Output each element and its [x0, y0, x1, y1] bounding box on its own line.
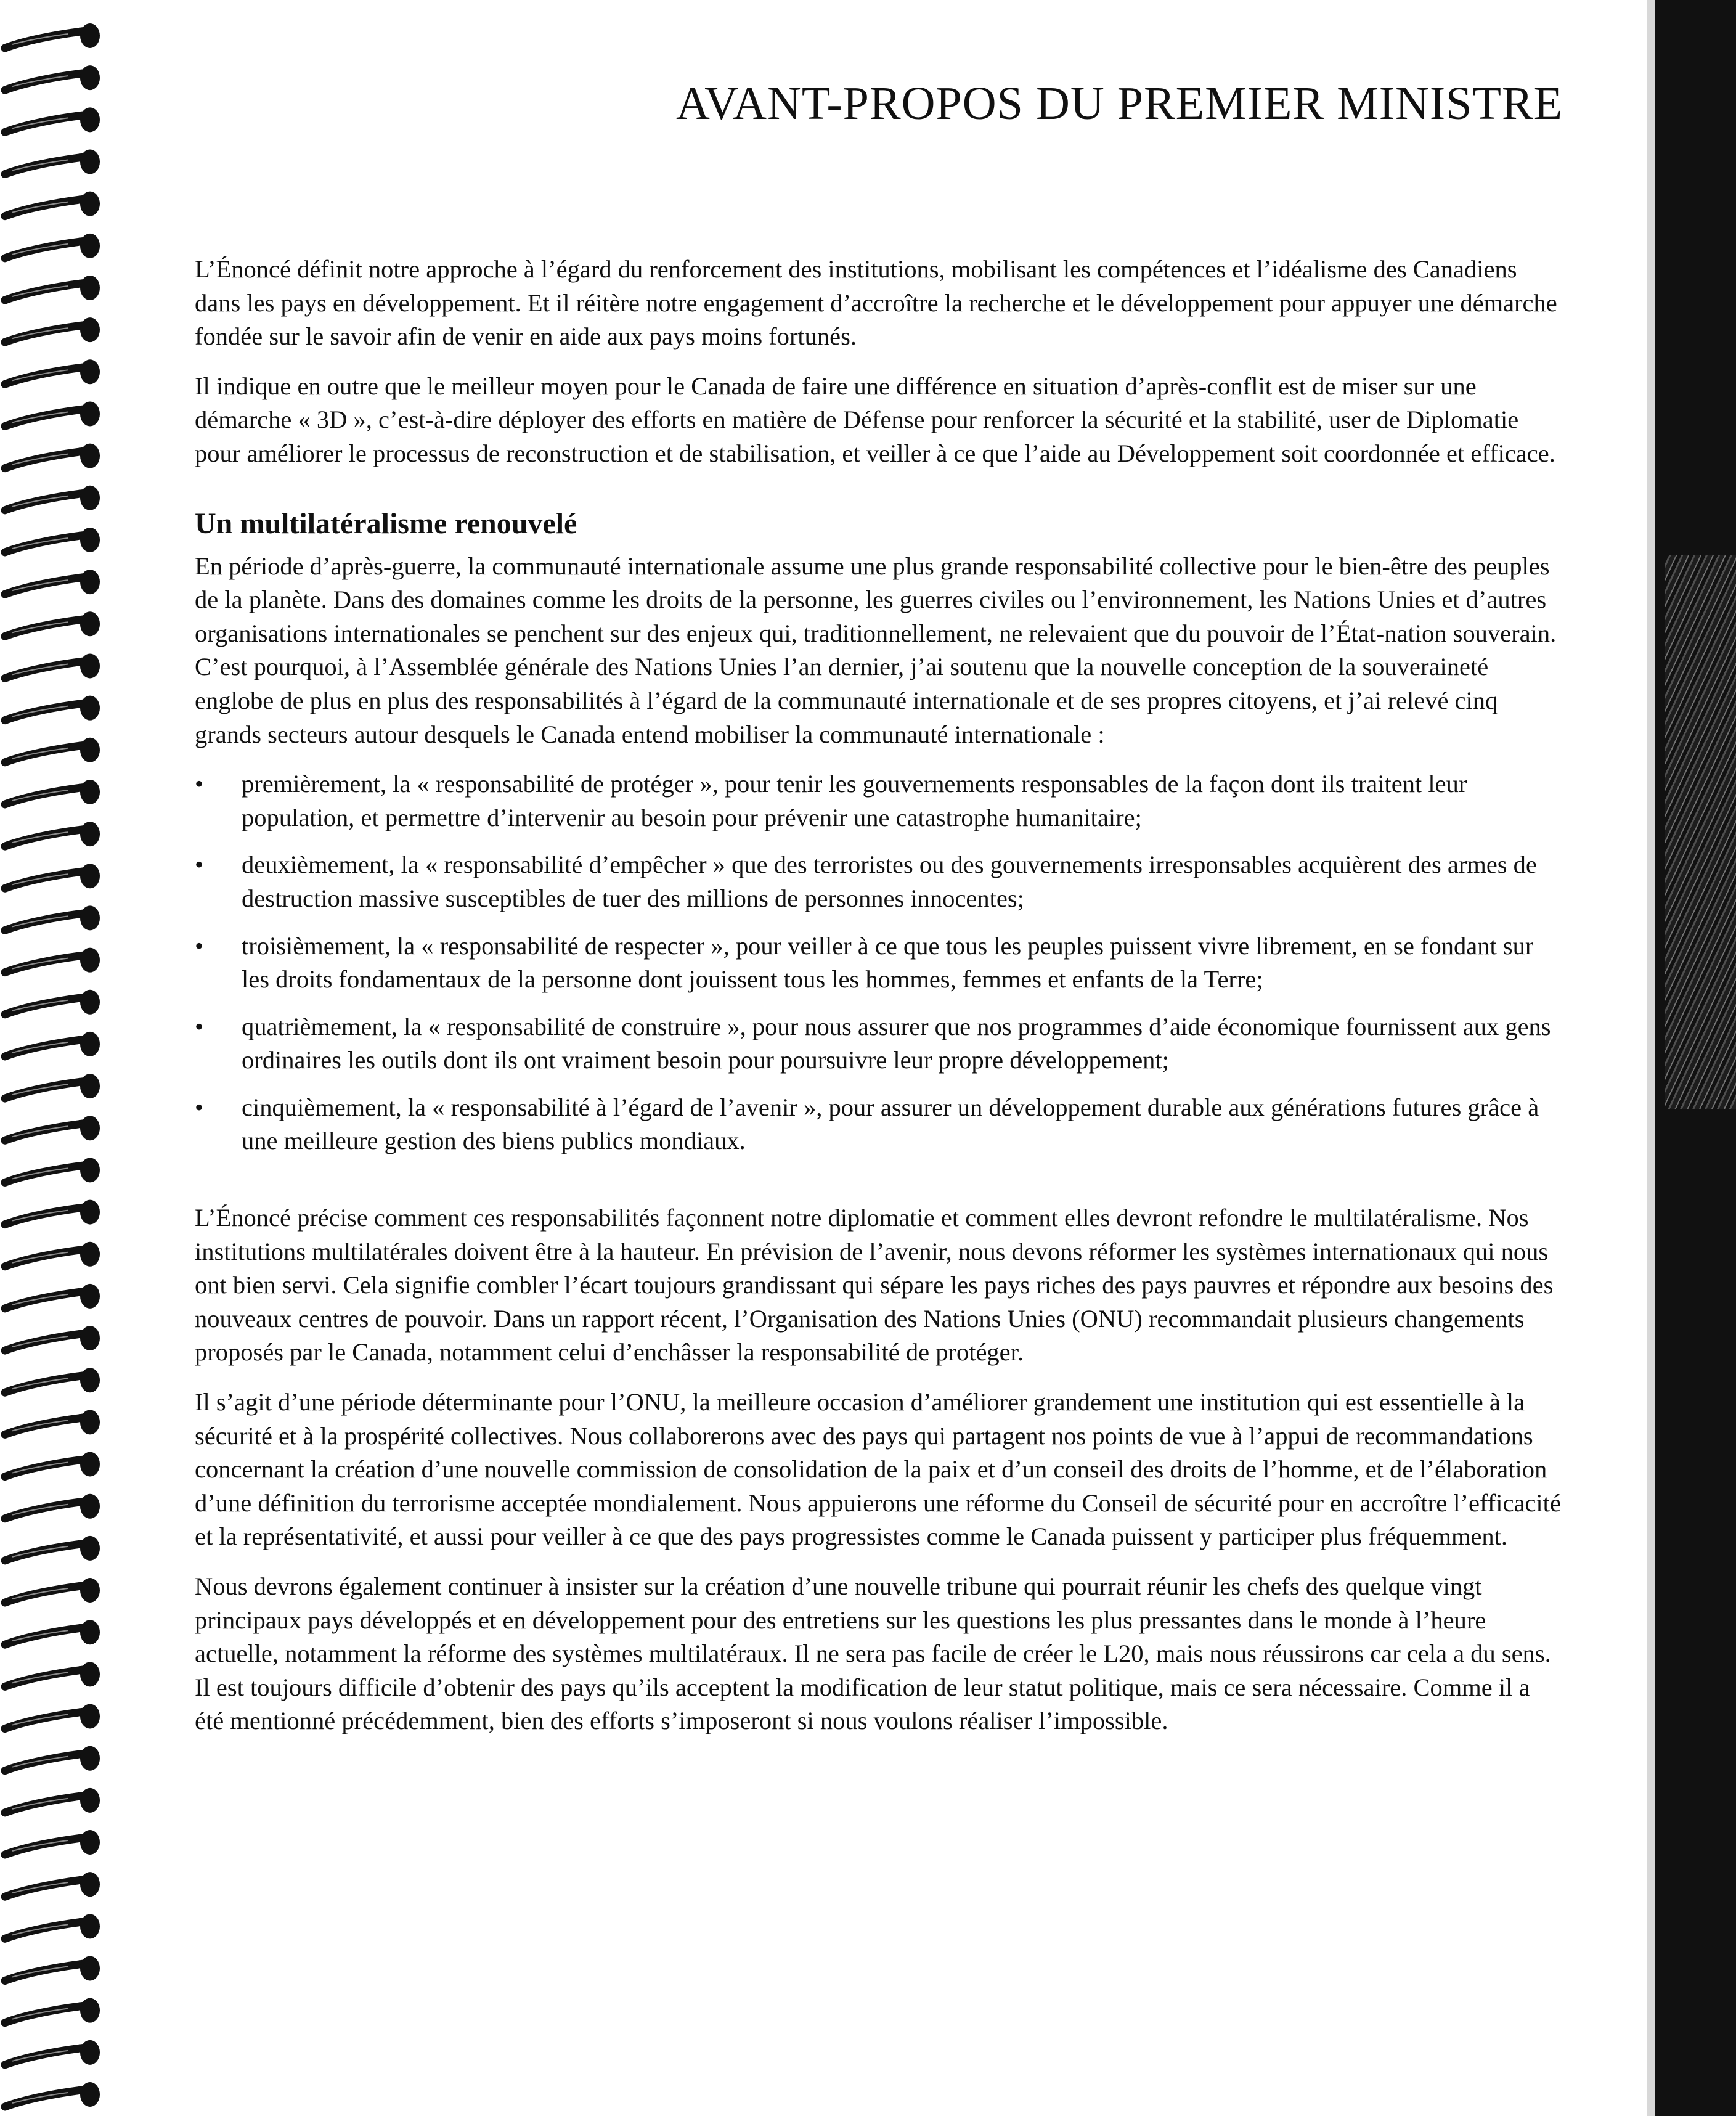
spiral-ring [5, 1578, 100, 1603]
spiral-ring [5, 738, 100, 762]
bullet-icon: • [195, 931, 204, 960]
spiral-ring [5, 1704, 100, 1729]
spiral-ring [5, 1746, 100, 1771]
spiral-ring [5, 1200, 100, 1225]
spiral-ring [5, 570, 100, 594]
spiral-ring [5, 401, 100, 426]
list-item [195, 767, 1563, 835]
spiral-ring [5, 1032, 100, 1056]
list-item [195, 929, 1563, 997]
page-title: AVANT-PROPOS DU PREMIER MINISTRE [675, 78, 1563, 129]
spiral-binding-rings [0, 0, 111, 2116]
list-item-text: cinquièmement, la « responsabilité à l’égard de l’avenir », pour assurer un développement durable aux générations futures grâce à une meilleure gestion des biens publics mondiaux. [242, 1093, 1539, 1155]
spiral-ring [5, 1998, 100, 2023]
spiral-ring [5, 1956, 100, 1981]
spiral-ring [5, 905, 100, 930]
list-item [195, 848, 1563, 915]
section-lead-paragraph: En période d’après-guerre, la communauté internationale assume une plus grande responsabilité collective pour le bien-être des peuples de la planète. Dans des domaines comme les droits de la personne, les guerres civiles ou l’environnement, les Nations Unies et d’autres organisations internationales se penchent sur des enjeux qui, traditionnellement, ne relevaient que du pouvoir de l’État-nation souverain. C’est pourquoi, à l’Assemblée générale des Nations Unies l’an dernier, j’ai soutenu que la nouvelle conception de la souveraineté englobe de plus en plus des responsabilités à l’égard de la communauté internationale et de ses propres citoyens, et j’ai relevé cinq grands secteurs autour desquels le Canada entend mobiliser la communauté internationale : [195, 552, 1557, 748]
spiral-ring [5, 1368, 100, 1392]
spiral-ring [5, 864, 100, 888]
spiral-ring [5, 2082, 100, 2107]
bullet-icon: • [195, 770, 204, 798]
spiral-ring [5, 1116, 100, 1140]
spiral-ring [5, 1788, 100, 1813]
spiral-binding [0, 0, 111, 2116]
responsibility-list [195, 767, 1563, 1158]
spiral-ring [5, 149, 100, 174]
section-spacer [195, 1172, 1563, 1201]
spiral-ring [5, 1872, 100, 1897]
spiral-ring [5, 2040, 100, 2065]
spiral-ring [5, 317, 100, 342]
intro-paragraph-2: Il indique en outre que le meilleur moyen pour le Canada de faire une différence en situation d’après-conflit est de miser sur une démarche « 3D », c’est-à-dire déployer des efforts en matière de Défense pour renforcer la sécurité et la stabilité, user de Diplomatie pour améliorer le processus de reconstruction et de stabilisation, et veiller à ce que l’aide au Développement soit coordonnée et efficace. [195, 372, 1555, 467]
bullet-icon: • [195, 1093, 204, 1121]
spiral-ring [5, 1326, 100, 1350]
list-item-text: quatrièmement, la « responsabilité de construire », pour nous assurer que nos programmes d’aide économique fournissent aux gens ordinaires les outils dont ils ont vraiment besoin pour poursuivre leur propre développement; [242, 1012, 1551, 1074]
bullet-icon: • [195, 851, 204, 879]
page-edge-rim [1647, 0, 1655, 2116]
intro-paragraph-1: L’Énoncé définit notre approche à l’égard du renforcement des institutions, mobilisant les compétences et l’idéalisme des Canadiens dans les pays en développement. Et il réitère notre engagement d’accroître la recherche et le développement pour appuyer une démarche fondée sur le savoir afin de venir en aide aux pays moins fortunés. [195, 255, 1557, 351]
spiral-ring [5, 276, 100, 300]
spiral-ring [5, 359, 100, 384]
spiral-ring [5, 1620, 100, 1644]
spiral-ring [5, 948, 100, 973]
spiral-ring [5, 1074, 100, 1098]
spiral-ring [5, 486, 100, 510]
spiral-ring [5, 23, 100, 48]
list-item-text: troisièmement, la « responsabilité de respecter », pour veiller à ce que tous les peuples puissent vivre librement, en se fondant sur les droits fondamentaux de la personne dont jouissent tous les hommes, femmes et enfants de la Terre; [242, 931, 1534, 994]
spiral-ring [5, 822, 100, 846]
document-content [195, 253, 1563, 1754]
list-item [195, 1010, 1563, 1077]
spiral-ring [5, 107, 100, 132]
body-paragraph-2: Il s’agit d’une période déterminante pour l’ONU, la meilleure occasion d’améliorer grandement une institution qui est essentielle à la sécurité et à la prospérité collectives. Nous collaborerons avec des pays qui partagent nos points de vue à l’appui de recommandations concernant la création d’une nouvelle commission de consolidation de la paix et d’un conseil des droits de l’homme, et de l’élaboration d’une définition du terrorisme acceptée mondialement. Nous appuierons une réforme du Conseil de sécurité pour en accroître l’efficacité et la représentativité, et aussi pour veiller à ce que des pays progressistes comme le Canada puissent y participer plus fréquemment. [195, 1388, 1561, 1551]
spiral-ring [5, 1158, 100, 1182]
spiral-ring [5, 1914, 100, 1938]
page-edge-texture [1665, 555, 1736, 1109]
spiral-ring [5, 696, 100, 721]
spiral-ring [5, 1242, 100, 1267]
spiral-ring [5, 1452, 100, 1477]
spiral-ring [5, 234, 100, 258]
spiral-ring [5, 1494, 100, 1519]
spiral-ring [5, 990, 100, 1015]
spiral-ring [5, 1662, 100, 1686]
list-item [195, 1091, 1563, 1158]
spiral-ring [5, 528, 100, 552]
spiral-ring [5, 65, 100, 90]
bullet-icon: • [195, 1012, 204, 1040]
page-edge-shadow [1647, 0, 1736, 2116]
list-item-text: deuxièmement, la « responsabilité d’empêcher » que des terroristes ou des gouvernements irresponsables acquièrent des armes de destruction massive susceptibles de tuer des millions de personnes innocentes; [242, 851, 1537, 912]
spiral-ring [5, 611, 100, 636]
spiral-ring [5, 192, 100, 216]
spiral-ring [5, 444, 100, 468]
spiral-ring [5, 1284, 100, 1309]
spiral-ring [5, 1536, 100, 1561]
spiral-ring [5, 1410, 100, 1434]
section-heading: Un multilatéralisme renouvelé [195, 507, 577, 540]
spiral-ring [5, 780, 100, 804]
spiral-ring [5, 653, 100, 678]
list-item-text: premièrement, la « responsabilité de protéger », pour tenir les gouvernements responsables de la façon dont ils traitent leur population, et permettre d’intervenir au besoin pour prévenir une catastrophe humanitaire; [242, 770, 1467, 831]
spiral-ring [5, 1830, 100, 1855]
body-paragraph-3: Nous devrons également continuer à insister sur la création d’une nouvelle tribune qui pourrait réunir les chefs des quelque vingt principaux pays développés et en développement pour des entretiens sur les questions les plus pressantes dans le monde à l’heure actuelle, notamment la réforme des systèmes multilatéraux. Il ne sera pas facile de créer le L20, mais nous réussirons car cela a du sens. Il est toujours difficile d’obtenir des pays qu’ils acceptent la modification de leur statut politique, mais ce sera nécessaire. Comme il a été mentionné précédemment, bien des efforts s’imposeront si nous voulons réaliser l’impossible. [195, 1572, 1551, 1735]
body-paragraph-1: L’Énoncé précise comment ces responsabilités façonnent notre diplomatie et comment elles devront refondre le multilatéralisme. Nos institutions multilatérales doivent être à la hauteur. En prévision de l’avenir, nous devons réformer les systèmes internationaux qui nous ont bien servi. Cela signifie combler l’écart toujours grandissant qui sépare les pays riches des pays pauvres et répondre aux besoins des nouveaux centres de pouvoir. Dans un rapport récent, l’Organisation des Nations Unies (ONU) recommandait plusieurs changements proposés par le Canada, notamment celui d’enchâsser la responsabilité de protéger. [195, 1204, 1554, 1366]
